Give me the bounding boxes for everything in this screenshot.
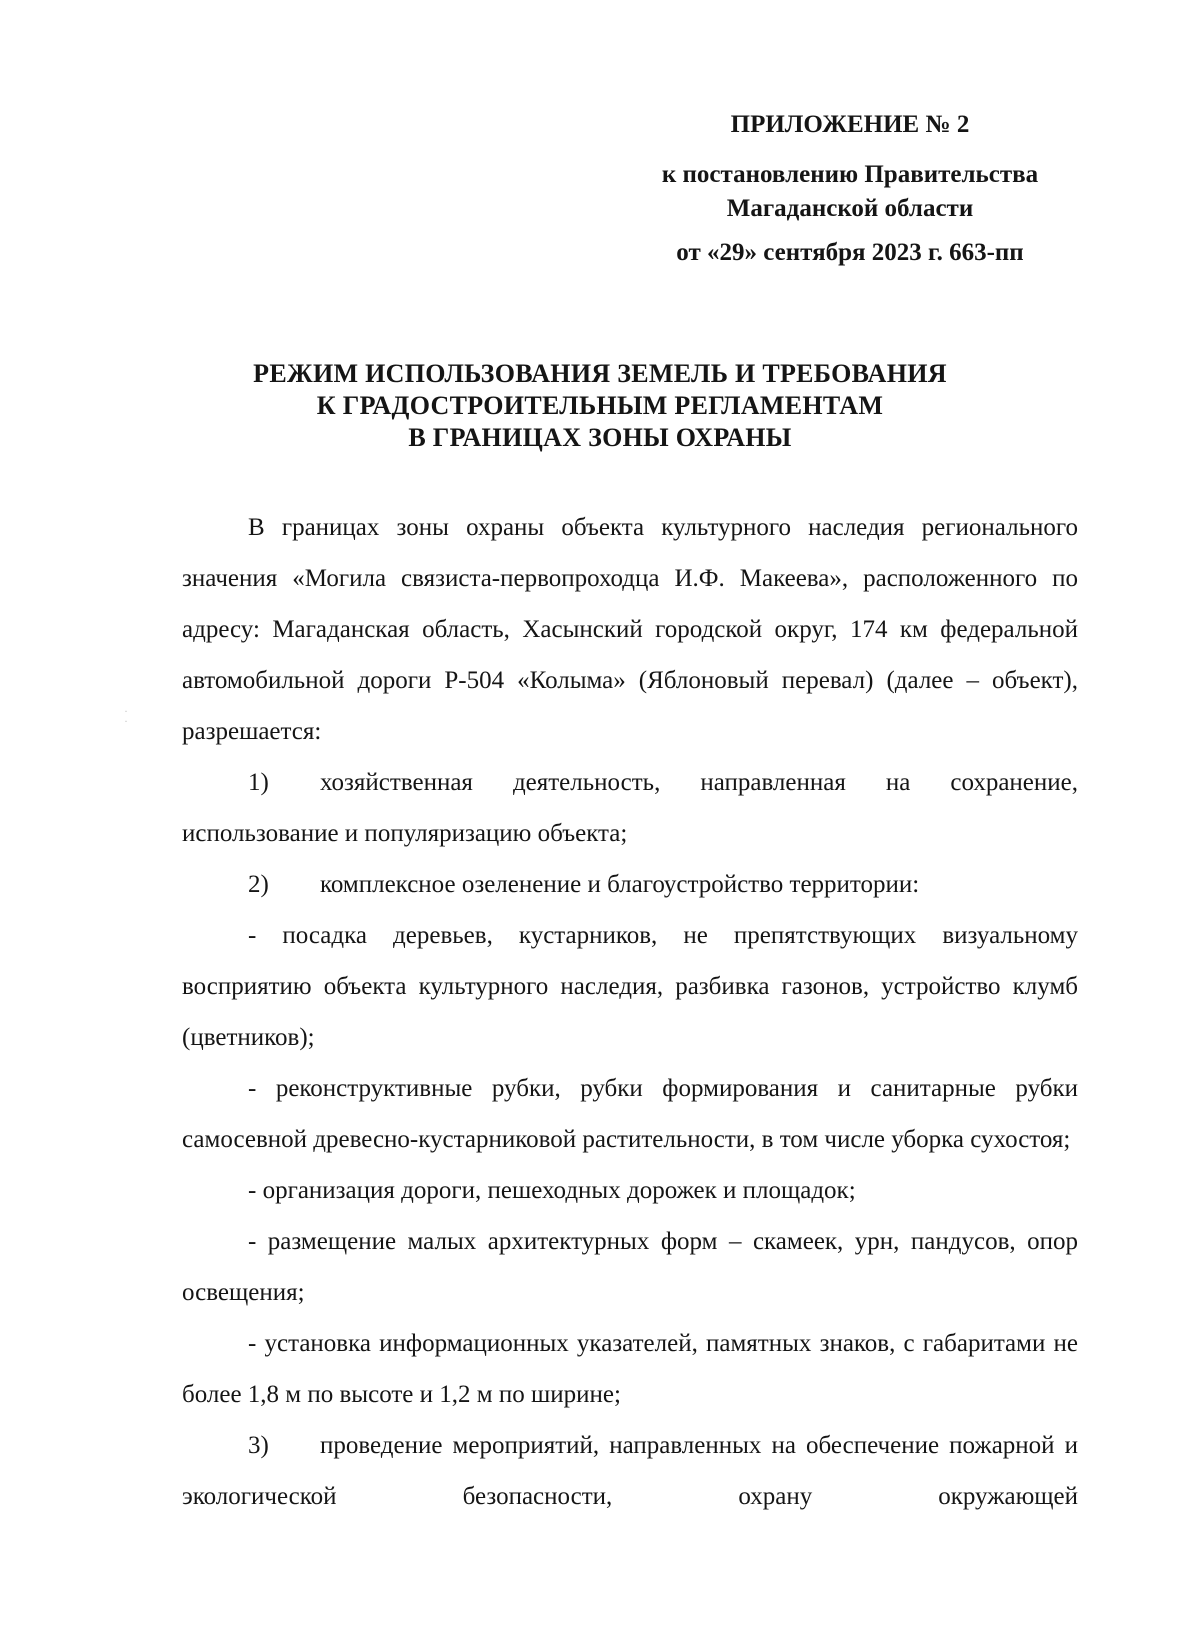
appendix-date: от «29» сентября 2023 г. 663-пп	[676, 239, 1024, 266]
heading-line-3: В ГРАНИЦАХ ЗОНЫ ОХРАНЫ	[408, 423, 792, 452]
appendix-region: Магаданской области	[726, 195, 974, 222]
list-item-1-text: хозяйственная деятельность, направленная на сохранение, использование и популяризацию объекта;	[182, 769, 1078, 847]
list-item-1	[182, 757, 1078, 859]
list-item-1-number: 1)	[248, 769, 269, 796]
dash-item-signs: - установка информационных указателей, памятных знаков, с габаритами не более 1,8 м по высоте и 1,2 м по ширине;	[182, 1330, 1078, 1408]
dash-item-felling: - реконструктивные рубки, рубки формирования и санитарные рубки самосевной древесно-кустарниковой растительности, в том числе уборка сухостоя;	[182, 1075, 1078, 1153]
list-item-3-text: проведение мероприятий, направленных на обеспечение пожарной и экологической безопасности, охрану окружающей	[182, 1432, 1078, 1510]
document-heading	[150, 358, 1050, 454]
intro-paragraph: В границах зоны охраны объекта культурного наследия регионального значения «Могила связиста-первопроходца И.Ф. Макеева», расположенного по адресу: Магаданская область, Хасынский городской округ, 174 км федеральной автомобильной дороги Р-504 «Колыма» (Яблоновый перевал) (далее – объект), разрешается:	[182, 514, 1078, 745]
heading-line-1: РЕЖИМ ИСПОЛЬЗОВАНИЯ ЗЕМЕЛЬ И ТРЕБОВАНИЯ	[253, 359, 947, 388]
list-item-3-number: 3)	[248, 1432, 269, 1459]
list-item-2	[182, 859, 1078, 910]
dash-item-planting: - посадка деревьев, кустарников, не препятствующих визуальному восприятию объекта культурного наследия, разбивка газонов, устройство клумб (цветников);	[182, 922, 1078, 1051]
heading-line-2: К ГРАДОСТРОИТЕЛЬНЫМ РЕГЛАМЕНТАМ	[316, 391, 884, 420]
appendix-title: ПРИЛОЖЕНИЕ № 2	[730, 111, 970, 138]
list-item-2-number: 2)	[248, 871, 269, 898]
dash-item-small-forms: - размещение малых архитектурных форм – скамеек, урн, пандусов, опор освещения;	[182, 1228, 1078, 1306]
list-item-3	[182, 1420, 1078, 1522]
dash-item-roads: - организация дороги, пешеходных дорожек и площадок;	[248, 1177, 856, 1204]
document-body	[182, 502, 1078, 1522]
scan-artifact-mark: · ·	[124, 704, 128, 728]
list-item-2-text: комплексное озеленение и благоустройство территории:	[320, 871, 920, 898]
appendix-reference: к постановлению Правительства	[661, 161, 1039, 188]
